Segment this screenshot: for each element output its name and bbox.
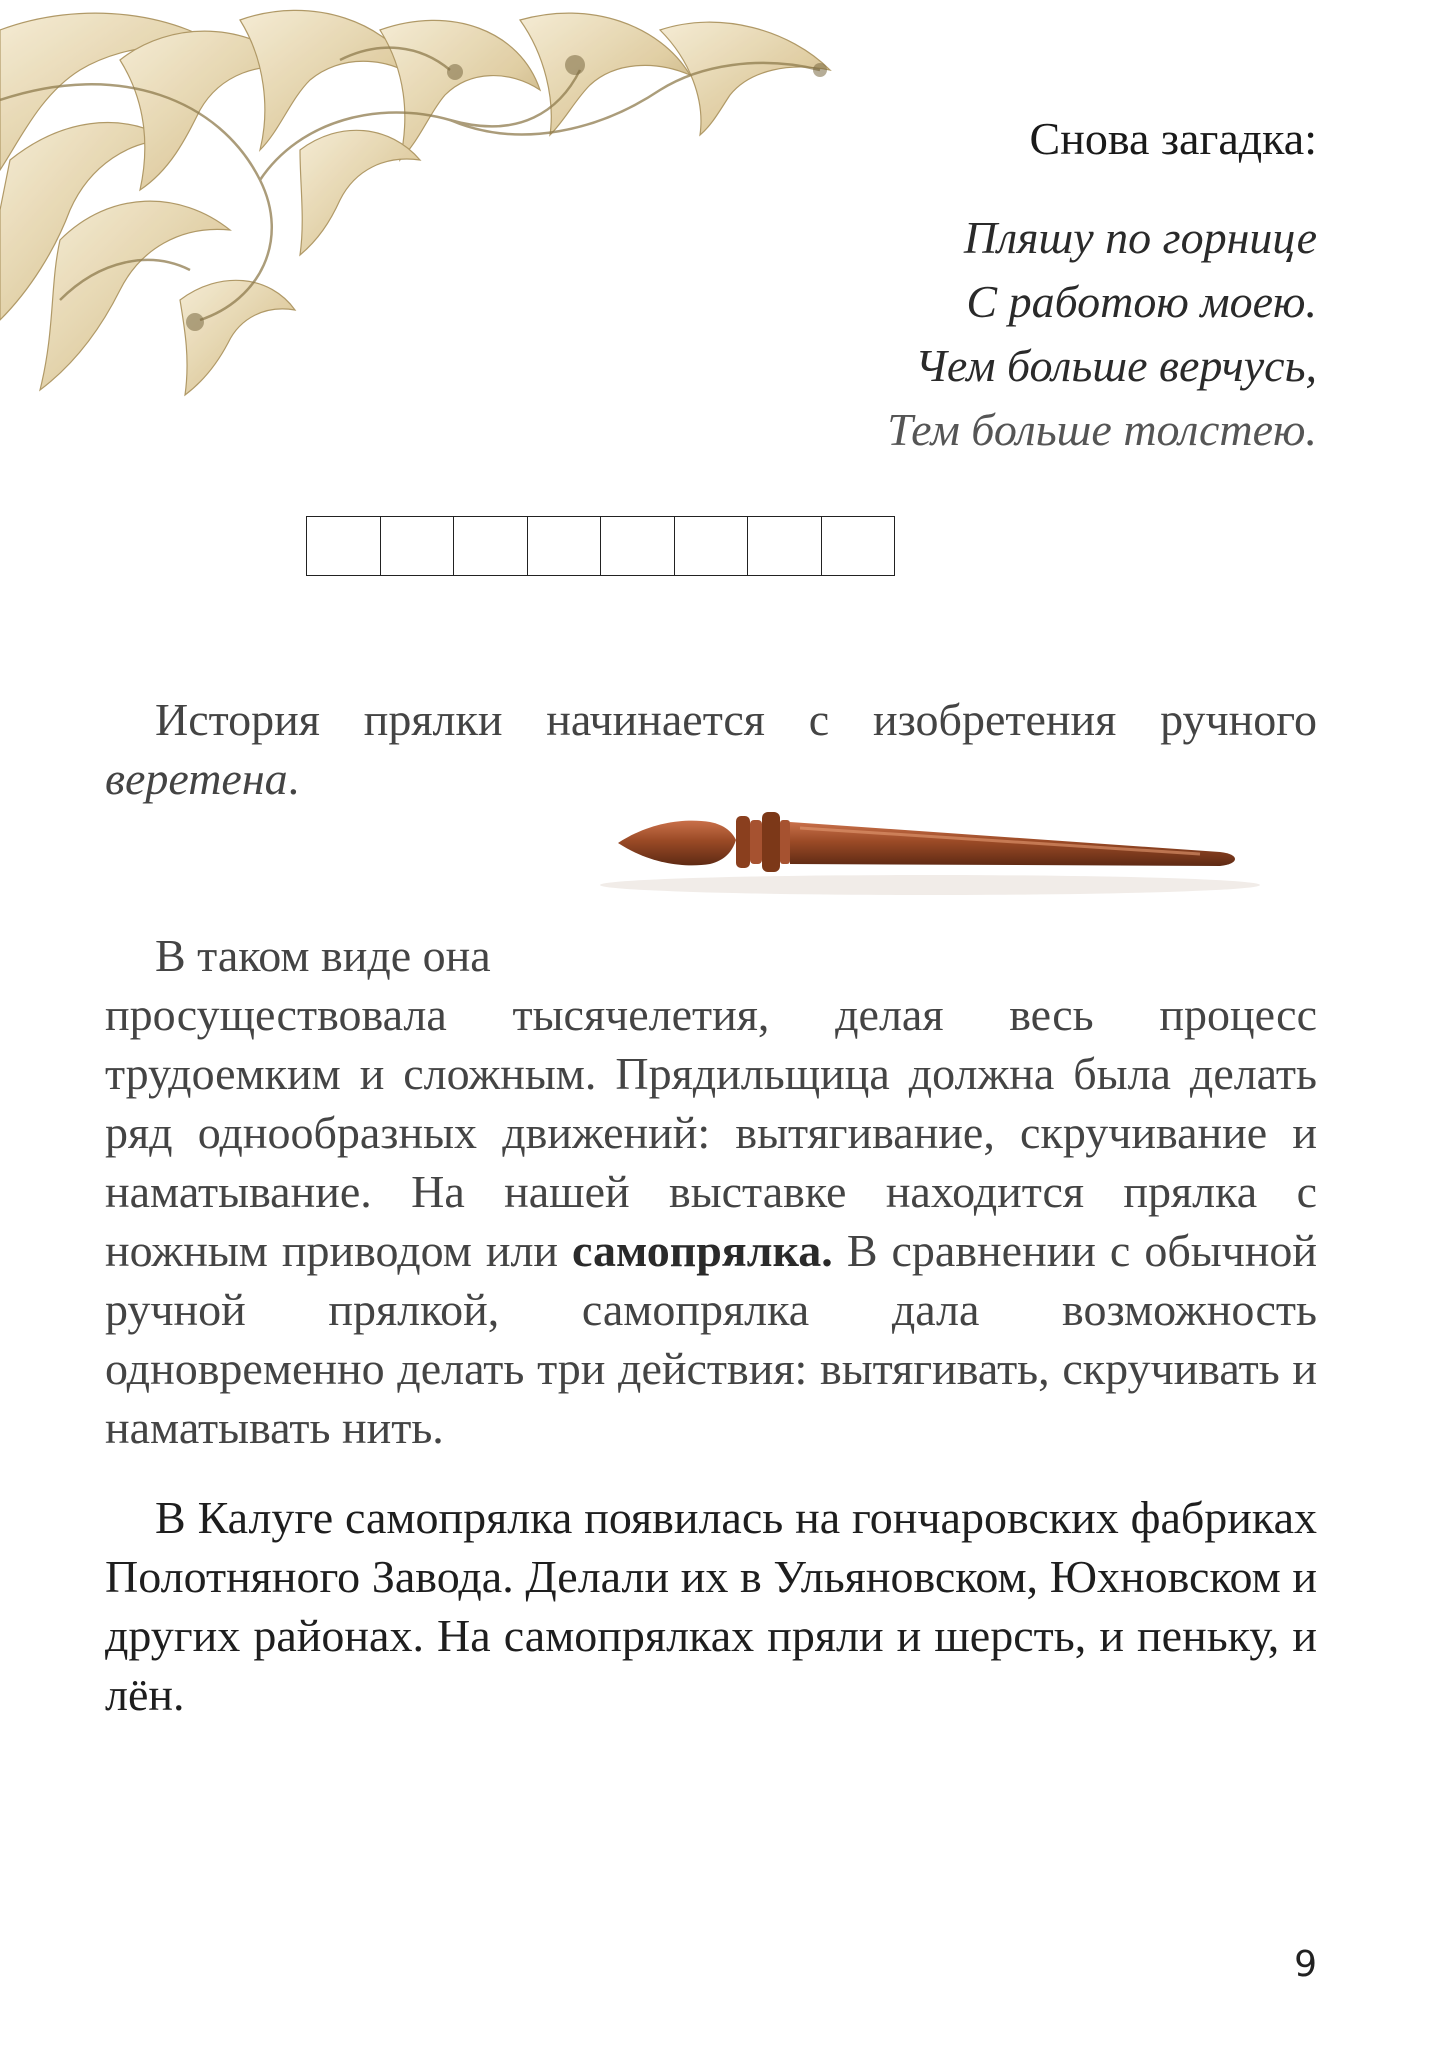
paragraph-spinning-wheel [105, 926, 1317, 1457]
riddle-heading: Снова загадка: [1029, 113, 1317, 164]
riddle-line: Чем больше верчусь, [915, 340, 1317, 391]
answer-cell[interactable] [454, 517, 528, 575]
riddle-line: Пляшу по горнице [963, 212, 1317, 263]
answer-cell[interactable] [675, 517, 749, 575]
italic-term: веретена [105, 753, 288, 804]
punctuation: . [287, 753, 300, 804]
answer-cell[interactable] [307, 517, 381, 575]
paragraph-text: В Калуге самопрялка появилась на гончаровских фабриках Полотняного Завода. Делали их в Ульяновском, Юхновском и других районах. На самопрялках пряли и шерсть, и пеньку, и лён. [105, 1492, 1317, 1720]
paragraph-lead: В таком виде она [155, 930, 491, 981]
page-number: 9 [1294, 1944, 1317, 1985]
answer-cell[interactable] [528, 517, 602, 575]
paragraph-kaluga [105, 1488, 1317, 1724]
floral-ornament-icon [0, 0, 880, 420]
paragraph-text: В сравнении с обычной ручной прялкой, самопрялка дала возможность одновременно делать три действия: вытягивать, скручивать и наматывать нить. [105, 1225, 1318, 1453]
answer-grid [306, 516, 895, 576]
riddle-line: С работою моею. [966, 276, 1317, 327]
answer-cell[interactable] [822, 517, 895, 575]
answer-cell[interactable] [601, 517, 675, 575]
riddle-line: Тем больше толстею. [887, 404, 1317, 455]
answer-cell[interactable] [748, 517, 822, 575]
riddle-poem [887, 206, 1317, 462]
paragraph-text: просуществовала тысячелетия, делая весь процесс трудоемким и сложным. Прядильщица должна была делать ряд однообразных движений: вытягивание, скручивание и наматывание. На нашей выставке находится прялка с ножным приводом или [105, 989, 1317, 1276]
bold-term: самопрялка. [572, 1225, 833, 1276]
spindle-icon [560, 760, 1300, 935]
answer-cell[interactable] [381, 517, 455, 575]
paragraph-text: История прялки начинается с изобретения ручного [155, 694, 1317, 745]
